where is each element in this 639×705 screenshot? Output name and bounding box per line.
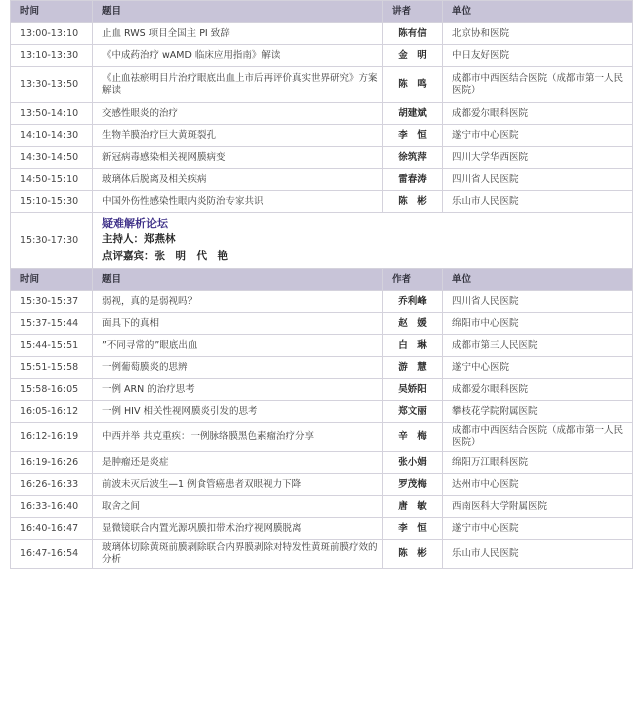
header-row [11,1,633,23]
cell-time: 13:10-13:30 [11,45,93,67]
cell-time: 15:51-15:58 [11,357,93,379]
cell-time: 16:47-16:54 [11,540,93,569]
cell-unit: 四川省人民医院 [443,291,633,313]
cell-topic: 《止血祛瘀明目片治疗眼底出血上市后再评价真实世界研究》方案解读 [93,67,383,103]
cell-topic: 显微镜联合内置光源巩膜扣带术治疗视网膜脱离 [93,518,383,540]
header-time: 时间 [11,1,93,23]
table-row [11,169,633,191]
cell-unit: 绵阳市中心医院 [443,313,633,335]
cell-unit: 遂宁市中心医院 [443,518,633,540]
cell-time: 15:58-16:05 [11,379,93,401]
cell-speaker: 金 明 [383,45,443,67]
cell-speaker: 雷春涛 [383,169,443,191]
table-row [11,23,633,45]
cell-time: 16:33-16:40 [11,496,93,518]
header-row-2 [11,269,633,291]
cell-time: 15:37-15:44 [11,313,93,335]
cell-speaker: 唐 敏 [383,496,443,518]
cell-time: 13:50-14:10 [11,103,93,125]
table-row [11,401,633,423]
header-unit: 单位 [443,1,633,23]
cell-unit: 绵阳万江眼科医院 [443,452,633,474]
cell-topic: 面具下的真相 [93,313,383,335]
cell-time: 16:05-16:12 [11,401,93,423]
table-row [11,540,633,569]
forum-time: 15:30-17:30 [11,213,93,269]
cell-unit: 中日友好医院 [443,45,633,67]
cell-unit: 成都爱尔眼科医院 [443,103,633,125]
cell-topic: 一例葡萄膜炎的思辨 [93,357,383,379]
cell-topic: 取舍之间 [93,496,383,518]
cell-topic: 前波未灭后波生—1 例食管癌患者双眼视力下降 [93,474,383,496]
table-row [11,335,633,357]
cell-topic: 《中成药治疗 wAMD 临床应用指南》解读 [93,45,383,67]
cell-topic: 交感性眼炎的治疗 [93,103,383,125]
table-row [11,147,633,169]
cell-time: 14:50-15:10 [11,169,93,191]
cell-topic: ”不同寻常的”眼底出血 [93,335,383,357]
forum-host: 主持人：郑燕林 [102,233,176,245]
header-time: 时间 [11,269,93,291]
cell-speaker: 陈 彬 [383,540,443,569]
forum-guests: 点评嘉宾：张 明 代 艳 [102,250,228,262]
table-row [11,313,633,335]
cell-speaker: 白 琳 [383,335,443,357]
cell-time: 13:00-13:10 [11,23,93,45]
cell-time: 16:26-16:33 [11,474,93,496]
cell-time: 14:10-14:30 [11,125,93,147]
cell-unit: 乐山市人民医院 [443,191,633,213]
schedule-table [10,0,633,569]
header-unit: 单位 [443,269,633,291]
cell-unit: 西南医科大学附属医院 [443,496,633,518]
cell-topic: 一例 ARN 的治疗思考 [93,379,383,401]
table-row [11,67,633,103]
cell-topic: 玻璃体切除黄斑前膜剥除联合内界膜剥除对特发性黄斑前膜疗效的分析 [93,540,383,569]
table-row [11,357,633,379]
cell-time: 16:40-16:47 [11,518,93,540]
cell-time: 15:44-15:51 [11,335,93,357]
header-topic: 题目 [93,269,383,291]
forum-row [11,213,633,269]
cell-unit: 北京协和医院 [443,23,633,45]
cell-time: 15:10-15:30 [11,191,93,213]
cell-time: 15:30-15:37 [11,291,93,313]
table-row [11,191,633,213]
cell-unit: 四川大学华西医院 [443,147,633,169]
cell-topic: 玻璃体后脱离及相关疾病 [93,169,383,191]
cell-speaker: 陈 彬 [383,191,443,213]
forum-cell [93,213,633,269]
cell-unit: 成都市中西医结合医院（成都市第一人民医院） [443,67,633,103]
cell-topic: 是肿瘤还是炎症 [93,452,383,474]
cell-topic: 一例 HIV 相关性视网膜炎引发的思考 [93,401,383,423]
schedule-sheet [10,0,632,569]
cell-unit: 乐山市人民医院 [443,540,633,569]
cell-time: 13:30-13:50 [11,67,93,103]
cell-time: 16:19-16:26 [11,452,93,474]
cell-speaker: 游 慧 [383,357,443,379]
cell-speaker: 胡建斌 [383,103,443,125]
header-speaker: 讲者 [383,1,443,23]
cell-time: 16:12-16:19 [11,423,93,452]
cell-unit: 四川省人民医院 [443,169,633,191]
cell-unit: 攀枝花学院附属医院 [443,401,633,423]
table-row [11,103,633,125]
cell-speaker: 辛 梅 [383,423,443,452]
cell-speaker: 郑文丽 [383,401,443,423]
cell-time: 14:30-14:50 [11,147,93,169]
table-row [11,291,633,313]
cell-topic: 中西并举 共克重疾：一例脉络膜黑色素瘤治疗分享 [93,423,383,452]
cell-topic: 新冠病毒感染相关视网膜病变 [93,147,383,169]
table-row [11,379,633,401]
header-author: 作者 [383,269,443,291]
cell-speaker: 张小娟 [383,452,443,474]
cell-unit: 达州市中心医院 [443,474,633,496]
cell-speaker: 罗茂梅 [383,474,443,496]
cell-speaker: 陈有信 [383,23,443,45]
cell-unit: 遂宁市中心医院 [443,125,633,147]
table-row [11,45,633,67]
cell-topic: 中国外伤性感染性眼内炎防治专家共识 [93,191,383,213]
cell-speaker: 吴娇阳 [383,379,443,401]
cell-unit: 成都市中西医结合医院（成都市第一人民医院） [443,423,633,452]
header-topic: 题目 [93,1,383,23]
cell-speaker: 赵 媛 [383,313,443,335]
table-row [11,474,633,496]
table-row [11,423,633,452]
table-row [11,452,633,474]
cell-unit: 遂宁中心医院 [443,357,633,379]
cell-topic: 生物羊膜治疗巨大黄斑裂孔 [93,125,383,147]
cell-unit: 成都爱尔眼科医院 [443,379,633,401]
table-row [11,125,633,147]
table-row [11,496,633,518]
cell-topic: 弱视，真的是弱视吗？ [93,291,383,313]
cell-unit: 成都市第三人民医院 [443,335,633,357]
cell-speaker: 李 恒 [383,518,443,540]
cell-topic: 止血 RWS 项目全国主 PI 致辞 [93,23,383,45]
cell-speaker: 乔利峰 [383,291,443,313]
cell-speaker: 徐筑萍 [383,147,443,169]
cell-speaker: 李 恒 [383,125,443,147]
table-row [11,518,633,540]
forum-title: 疑难解析论坛 [102,217,168,230]
cell-speaker: 陈 鸣 [383,67,443,103]
